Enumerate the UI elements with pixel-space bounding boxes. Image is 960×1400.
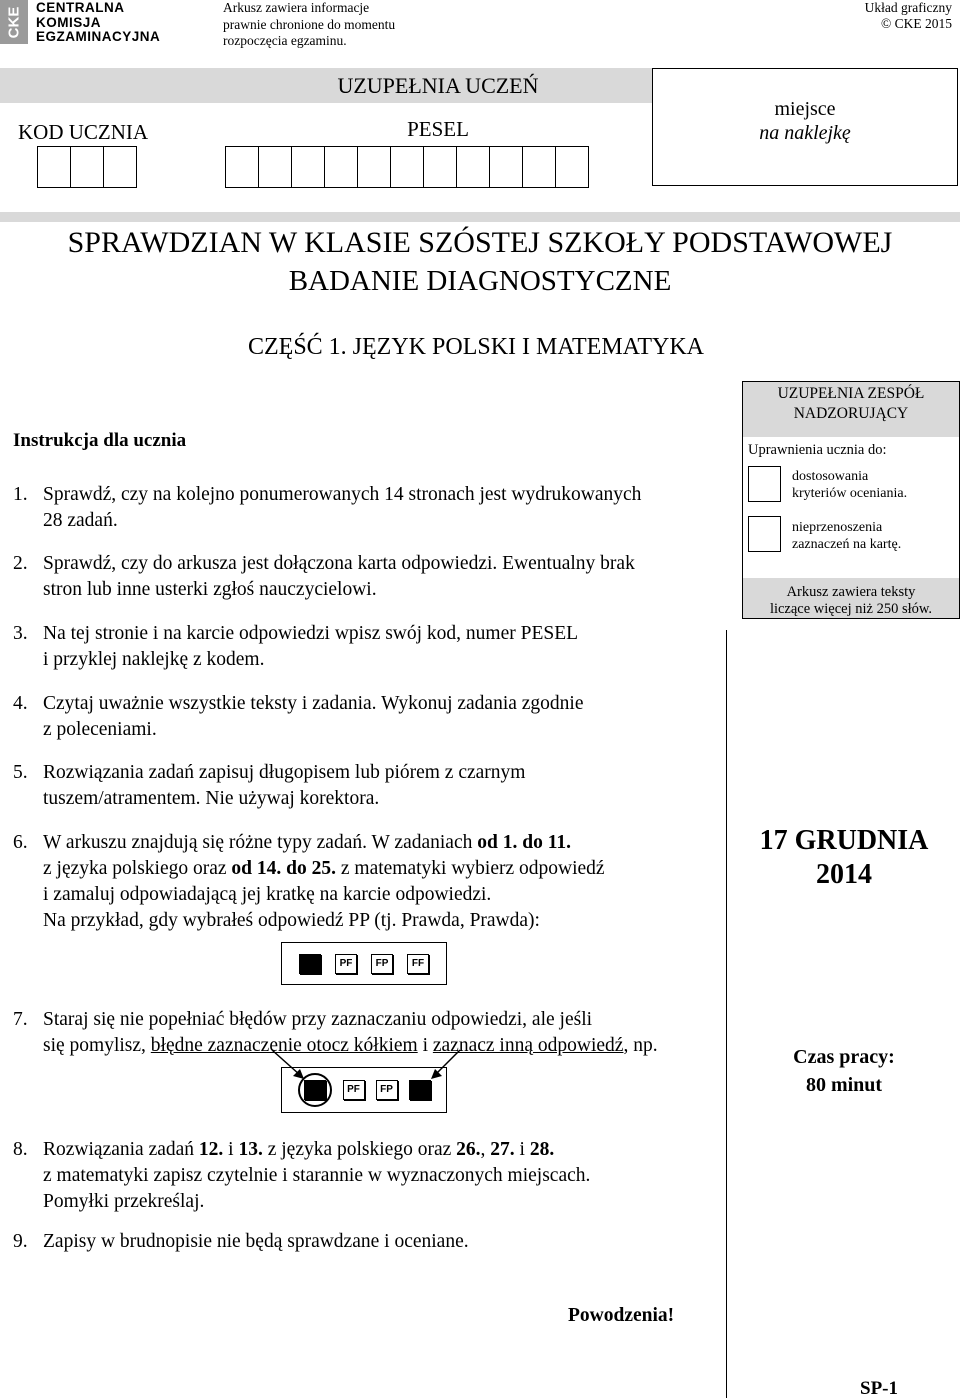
no-transfer-checkbox[interactable] [748,516,781,552]
cke-logo-badge: CKE [0,0,28,44]
page-code: SP-1 [860,1378,898,1399]
student-code-boxes [37,146,136,188]
student-code-label: KOD UCZNIA [18,120,149,144]
exam-duration: Czas pracy: 80 minut [793,1046,895,1096]
exam-subtitle: BADANIE DIAGNOSTYCZNE [288,265,672,297]
instructions-title: Instrukcja dla ucznia [13,430,187,451]
pesel-label: PESEL [407,117,469,141]
permissions-label: Uprawnienia ucznia do: [748,442,887,458]
code-box[interactable] [37,146,71,188]
pesel-box[interactable] [489,146,523,188]
filled-answer-mark [299,954,321,974]
code-box[interactable] [103,146,137,188]
adjusted-criteria-label: dostosowania kryteriów oceniania. [792,469,908,501]
exam-date: 17 GRUDNIA 2014 [759,825,929,890]
sticker-placeholder: miejsce na naklejkę [652,68,958,186]
pesel-box[interactable] [522,146,556,188]
exam-title: SPRAWDZIAN W KLASIE SZÓSTEJ SZKOŁY PODSTAWOWEJ [67,226,893,259]
student-section-title: UZUPEŁNIA UCZEŃ [337,73,539,98]
layout-credit: Układ graficzny © CKE 2015 [864,0,952,31]
instruction-item-6: 6. W arkuszu znajdują się różne typy zadań. W zadaniach od 1. do 11. z języka polskiego oraz od 14. do 25. z matematyki wybierz odpowiedź i zamaluj odpowiadającą jej kratkę na karcie odpowiedzi. Na przykład, gdy wybrałeś odpowiedź PP (tj. Prawda, Prawda): [13,832,605,931]
instruction-item-8: 8. Rozwiązania zadań 12. i 13. z języka polskiego oraz 26., 27. i 28. z matematyki zapisz czytelnie i starannie w wyznaczonych miejscach. Pomyłki przekreślaj. [13,1139,591,1212]
cke-logo-text: CENTRALNA KOMISJA EGZAMINACYJNA [36,0,161,44]
exam-part: CZĘŚĆ 1. JĘZYK POLSKI I MATEMATYKA [248,334,705,360]
instruction-item-2: 2. Sprawdź, czy do arkusza jest dołączona karta odpowiedzi. Ewentualny brak stron lub inne usterki zgłoś nauczycielowi. [13,553,635,600]
circled-wrong-answer [298,1073,332,1107]
instruction-item-5: 5. Rozwiązania zadań zapisuj długopisem lub piórem z czarnym tuszem/atramentem. Nie używaj korektora. [13,762,526,809]
adjusted-criteria-checkbox[interactable] [748,466,781,502]
confidentiality-note: Arkusz zawiera informacje prawnie chronione do momentu rozpoczęcia egzaminu. [223,0,396,48]
pesel-box[interactable] [423,146,457,188]
no-transfer-label: nieprzenoszenia zaznaczeń na kartę. [792,520,902,552]
good-luck-text: Powodzenia! [568,1305,675,1326]
filled-answer-mark [304,1080,326,1100]
long-texts-note: Arkusz zawiera teksty liczące więcej niż 250 słów. [769,584,933,617]
instruction-item-4: 4. Czytaj uważnie wszystkie teksty i zadania. Wykonuj zadania zgodnie z poleceniami. [13,693,584,740]
separator-band [0,212,960,222]
pesel-box[interactable] [291,146,325,188]
pesel-box[interactable] [258,146,292,188]
pesel-box[interactable] [357,146,391,188]
instruction-item-7: 7. Staraj się nie popełniać błędów przy zaznaczaniu odpowiedzi, ale jeśli się pomylisz, błędne zaznaczenie otocz kółkiem i zaznacz inną odpowiedź, np. [13,1009,658,1056]
instruction-item-1: 1. Sprawdź, czy na kolejno ponumerowanych 14 stronach jest wydrukowanych 28 zadań. [13,484,642,531]
pesel-box[interactable] [390,146,424,188]
answer-mark-ff: FF [407,954,429,974]
pesel-box[interactable] [225,146,259,188]
answer-mark-pf: PF [343,1080,365,1100]
pesel-boxes [225,146,588,188]
answer-example-correct [281,942,447,985]
instruction-item-9: 9. Zapisy w brudnopisie nie będą sprawdzane i oceniane. [13,1231,469,1252]
supervisor-panel-title: UZUPEŁNIA ZESPÓŁ NADZORUJĄCY [777,385,925,422]
code-box[interactable] [70,146,104,188]
pesel-box[interactable] [456,146,490,188]
answer-mark-pf: PF [335,954,357,974]
column-divider [726,630,727,1398]
answer-mark-fp: FP [376,1080,398,1100]
filled-answer-mark [409,1080,431,1100]
instruction-item-3: 3. Na tej stronie i na karcie odpowiedzi wpisz swój kod, numer PESEL i przyklej naklejkę z kodem. [13,623,579,670]
answer-mark-fp: FP [371,954,393,974]
answer-example-corrected [281,1067,447,1113]
pesel-box[interactable] [555,146,589,188]
pesel-box[interactable] [324,146,358,188]
